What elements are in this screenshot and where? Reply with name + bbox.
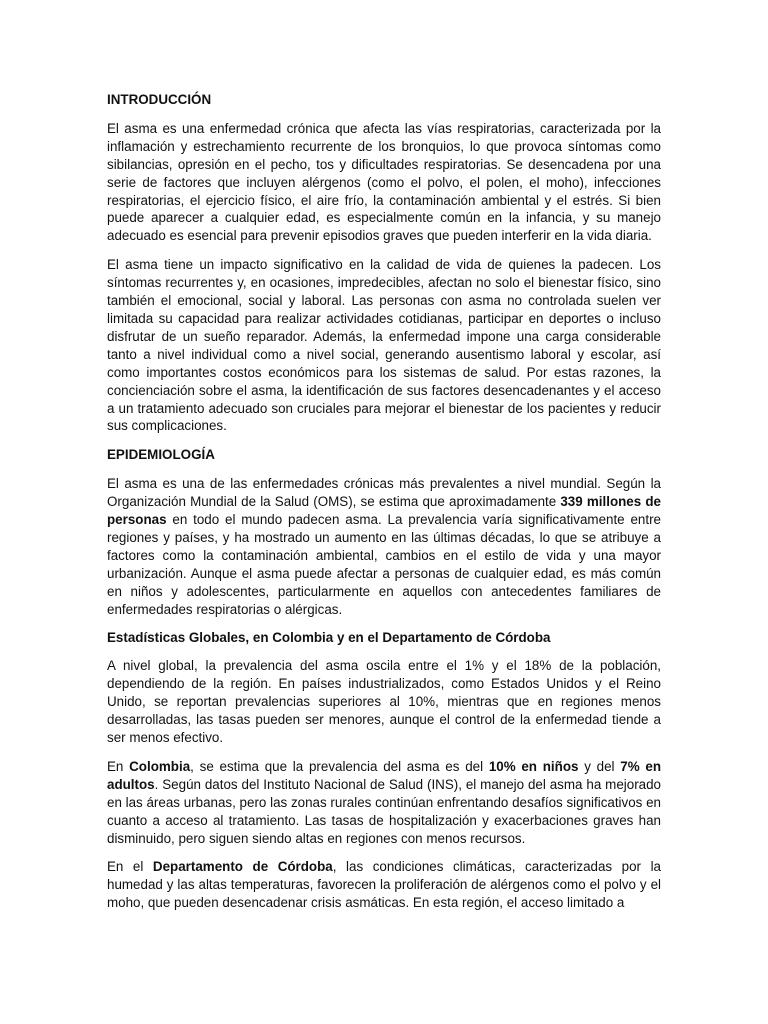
document-page (107, 91, 661, 923)
text-run: , las condiciones climáticas, caracterizadas por la humedad y las altas temperaturas, favorecen la proliferación de alérgenos como el polvo y el moho, que pueden desencadenar crisis asmáticas. En esta región, el acceso limitado a (107, 859, 661, 911)
intro-paragraph-1: El asma es una enfermedad crónica que afecta las vías respiratorias, caracterizada por la inflamación y estrechamiento recurrente de los bronquios, lo que provoca síntomas como sibilancias, opresión en el pecho, tos y dificultades respiratorias. Se desencadena por una serie de factores que incluyen alérgenos (como el polvo, el polen, el moho), infecciones respiratorias, el ejercicio físico, el aire frío, la contaminación ambiental y el estrés. Si bien puede aparecer a cualquier edad, es especialmente común en la infancia, y su manejo adecuado es esencial para prevenir episodios graves que pueden interferir en la vida diaria. (107, 120, 661, 244)
intro-heading: INTRODUCCIÓN (107, 92, 212, 107)
epidemiology-heading: EPIDEMIOLOGÍA (107, 447, 215, 463)
statistics-paragraph-cordoba (107, 858, 661, 912)
bold-run-10-ninos: 10% en niños (488, 758, 579, 774)
statistics-paragraph-colombia (107, 758, 661, 848)
bold-run-colombia: Colombia (129, 758, 191, 774)
intro-paragraph-2: El asma tiene un impacto significativo en la calidad de vida de quienes la padecen. Los síntomas recurrentes y, en ocasiones, impredecibles, afectan no solo el bienestar físico, sino también el emocional, social y laboral. Las personas con asma no controlada suelen ver limitada su capacidad para realizar actividades cotidianas, participar en deportes o incluso disfrutar de un sueño reparador. Además, la enfermedad impone una carga considerable tanto a nivel individual como a nivel social, generando ausentismo laboral y escolar, así como importantes costos económicos para los sistemas de salud. Por estas razones, la concienciación sobre el asma, la identificación de sus factores desencadenantes y el acceso a un tratamiento adecuado son cruciales para mejorar el bienestar de los pacientes y reducir sus complicaciones. (107, 257, 661, 434)
bold-run-339-millones: 339 millones de personas (107, 494, 661, 528)
text-run: y del (578, 758, 621, 774)
text-run: El asma es una de las enfermedades crónicas más prevalentes a nivel mundial. Según la Organización Mundial de la Salud (OMS), se estima que aproximadamente (107, 476, 661, 510)
text-run: en todo el mundo padecen asma. La prevalencia varía significativamente entre regiones y países, y ha mostrado un aumento en las últimas décadas, lo que se atribuye a factores como la contaminación ambiental, cambios en el estilo de vida y una mayor urbanización. Aunque el asma puede afectar a personas de cualquier edad, es más común en niños y adolescentes, particularmente en aquellos con antecedentes familiares de enfermedades respiratorias o alérgicas. (107, 512, 661, 617)
bold-run-cordoba: Departamento de Córdoba (152, 859, 333, 875)
text-run: En (107, 758, 130, 774)
bold-run-7-adultos: 7% en adultos (107, 758, 661, 792)
statistics-paragraph-1: A nivel global, la prevalencia del asma oscila entre el 1% y el 18% de la población, dependiendo de la región. En países industrializados, como Estados Unidos y el Reino Unido, se reportan prevalencias superiores al 10%, mientras que en regiones menos desarrolladas, las tasas pueden ser menores, aunque el control de la enfermedad tiende a ser menos efectivo. (107, 658, 661, 745)
text-run: . Según datos del Instituto Nacional de Salud (INS), el manejo del asma ha mejorado en las áreas urbanas, pero las zonas rurales continúan enfrentando desafíos significativos en cuanto a acceso al tratamiento. Las tasas de hospitalización y exacerbaciones graves han disminuido, pero siguen siendo altas en regiones con menos recursos. (107, 776, 661, 846)
statistics-heading: Estadísticas Globales, en Colombia y en el Departamento de Córdoba (107, 630, 551, 646)
text-run: En el (107, 859, 153, 875)
text-run: , se estima que la prevalencia del asma es del (190, 758, 489, 774)
epidemiology-paragraph-1 (107, 475, 661, 618)
